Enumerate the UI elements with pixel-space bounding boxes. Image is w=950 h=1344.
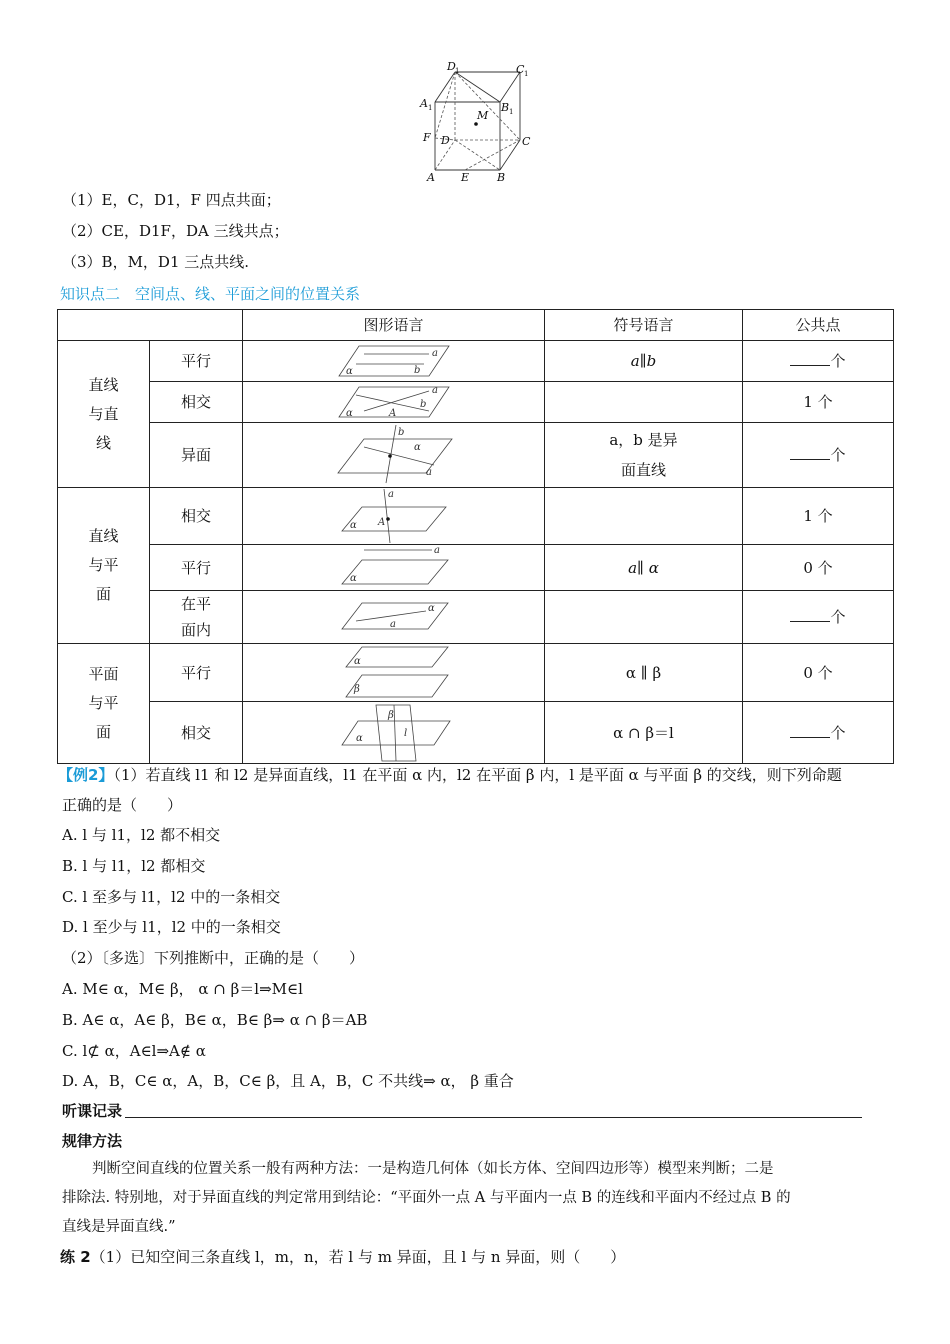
answer-blank <box>790 607 830 622</box>
svg-text:α: α <box>349 520 357 531</box>
example2-stem-line2: 正确的是（ ） <box>62 796 183 814</box>
group-label: 直线与直线 <box>58 341 150 488</box>
figure-cell <box>243 341 545 382</box>
table-row <box>58 488 894 545</box>
skew-lines-figure <box>334 425 454 485</box>
header-points: 公共点 <box>743 310 894 341</box>
practice2: 练 2（1）已知空间三条直线 l，m，n，若 l 与 m 异面，且 l 与 n 异面，则（ ） <box>60 1248 626 1266</box>
method-text-line2: 排除法. 特别地，对于异面直线的判定常用到结论：“平面外一点 A 与平面内一点 B 的连线和平面内不经过点 B 的 <box>62 1190 791 1206</box>
svg-text:a: a <box>389 619 396 630</box>
points-cell: 个 <box>743 341 894 382</box>
cube-figure <box>410 58 540 188</box>
row-name: 平行 <box>150 545 243 591</box>
svg-text:b: b <box>413 365 420 376</box>
symbol-cell: a∥b <box>545 341 743 382</box>
example2-tag: 【例2】 <box>58 766 114 784</box>
q1-option-a: A. l 与 l1，l2 都不相交 <box>62 826 221 844</box>
svg-text:α: α <box>345 408 353 419</box>
svg-text:A: A <box>388 408 396 419</box>
table-header-row <box>58 310 894 341</box>
svg-text:E: E <box>461 171 470 184</box>
q2-option-b: B. A∈ α，A∈ β，B∈ α，B∈ β⇒ α ∩ β＝AB <box>62 1011 368 1029</box>
row-name: 异面 <box>150 423 243 488</box>
method-text-line3: 直线是异面直线.” <box>62 1219 176 1235</box>
svg-text:D: D <box>441 134 450 147</box>
table-row <box>58 702 894 764</box>
points-cell: 0 个 <box>743 644 894 702</box>
svg-text:b: b <box>397 427 404 438</box>
symbol-cell: α ∩ β＝l <box>545 702 743 764</box>
svg-text:1: 1 <box>524 70 529 78</box>
group-label: 平面与平面 <box>58 644 150 764</box>
figure-cell <box>243 488 545 545</box>
parallel-planes-figure <box>334 645 454 701</box>
row-name: 相交 <box>150 382 243 423</box>
svg-text:a: a <box>433 545 440 556</box>
q2-option-d: D. A，B，C∈ α，A，B，C∈ β，且 A，B，C 不共线⇒ α， β 重合 <box>62 1072 514 1090</box>
relation-table <box>57 309 894 764</box>
svg-text:β: β <box>387 709 394 721</box>
method-text-line1: 判断空间直线的位置关系一般有两种方法：一是构造几何体（如长方体、空间四边形等）模型来判断；二是 <box>92 1161 774 1177</box>
svg-text:M: M <box>477 109 489 122</box>
symbol-cell: a∥ α <box>545 545 743 591</box>
svg-text:a: a <box>387 489 394 500</box>
svg-text:β: β <box>353 683 360 695</box>
symbol-cell: α ∥ β <box>545 644 743 702</box>
points-cell: 1 个 <box>743 488 894 545</box>
intro-item-1: （1）E，C，D1，F 四点共面； <box>62 191 281 209</box>
notes-label: 听课记录 <box>62 1102 123 1120</box>
practice2-tag: 练 2 <box>60 1248 91 1266</box>
answer-blank <box>790 445 830 460</box>
svg-text:D: D <box>447 60 456 73</box>
intro-item-2: （2）CE，D1F，DA 三线共点； <box>62 222 289 240</box>
figure-cell <box>243 644 545 702</box>
svg-text:α: α <box>413 442 421 453</box>
svg-text:1: 1 <box>428 104 433 112</box>
svg-text:A: A <box>427 171 435 184</box>
svg-text:α: α <box>345 366 353 377</box>
line-in-plane-figure <box>334 597 454 637</box>
notes-underline <box>125 1117 862 1118</box>
table-row <box>58 591 894 644</box>
q2-option-c: C. l⊄ α，A∈l⇒A∉ α <box>62 1042 206 1060</box>
svg-text:b: b <box>419 399 426 410</box>
answer-blank <box>790 351 830 366</box>
row-name: 在平面内 <box>150 591 243 644</box>
section-title: 知识点二 空间点、线、平面之间的位置关系 <box>60 285 361 303</box>
q2-stem: （2）〔多选〕下列推断中，正确的是（ ） <box>62 949 365 967</box>
point-m <box>474 122 478 126</box>
svg-text:C: C <box>522 135 531 148</box>
q1-option-b: B. l 与 l1，l2 都相交 <box>62 857 206 875</box>
q1-option-c: C. l 至多与 l1，l2 中的一条相交 <box>62 888 281 906</box>
table-row <box>58 423 894 488</box>
figure-cell <box>243 423 545 488</box>
svg-text:α: α <box>355 732 363 744</box>
table-row <box>58 545 894 591</box>
row-name: 平行 <box>150 644 243 702</box>
svg-text:a: a <box>431 348 438 359</box>
points-cell: 0 个 <box>743 545 894 591</box>
svg-text:A: A <box>420 97 428 110</box>
points-cell: 个 <box>743 702 894 764</box>
header-empty <box>58 310 243 341</box>
symbol-cell <box>545 488 743 545</box>
symbol-cell <box>545 382 743 423</box>
svg-text:a: a <box>425 467 432 478</box>
points-cell: 1 个 <box>743 382 894 423</box>
line-intersects-plane-figure <box>334 489 454 543</box>
header-symbol: 符号语言 <box>545 310 743 341</box>
svg-text:A: A <box>377 517 385 528</box>
svg-text:C: C <box>516 63 525 76</box>
figure-cell <box>243 591 545 644</box>
parallel-lines-figure <box>334 342 454 380</box>
table-row <box>58 341 894 382</box>
svg-text:1: 1 <box>509 108 514 116</box>
symbol-cell <box>545 591 743 644</box>
figure-cell <box>243 702 545 764</box>
answer-blank <box>790 723 830 738</box>
svg-text:α: α <box>349 572 357 584</box>
svg-text:B: B <box>501 101 510 114</box>
method-title: 规律方法 <box>62 1132 123 1150</box>
example2-stem-line1: 【例2】（1）若直线 l1 和 l2 是异面直线，l1 在平面 α 内，l2 在平面 β 内，l 是平面 α 与平面 β 的交线，则下列命题 <box>58 766 842 784</box>
svg-text:l: l <box>403 727 407 739</box>
q1-option-d: D. l 至少与 l1，l2 中的一条相交 <box>62 918 281 936</box>
svg-text:α: α <box>427 603 435 614</box>
row-name: 相交 <box>150 488 243 545</box>
intersecting-planes-figure <box>334 703 454 763</box>
intro-item-3: （3）B，M，D1 三点共线. <box>62 253 250 271</box>
svg-text:1: 1 <box>455 67 460 75</box>
svg-text:α: α <box>353 655 361 667</box>
table-row <box>58 382 894 423</box>
q2-option-a: A. M∈ α，M∈ β， α ∩ β＝l⇒M∈l <box>62 980 303 998</box>
figure-cell <box>243 382 545 423</box>
svg-text:F: F <box>423 131 431 144</box>
figure-cell <box>243 545 545 591</box>
header-figure: 图形语言 <box>243 310 545 341</box>
intersecting-lines-figure <box>334 383 454 421</box>
svg-text:B: B <box>497 171 506 184</box>
svg-text:a: a <box>431 385 438 396</box>
group-label: 直线与平面 <box>58 488 150 644</box>
symbol-cell: a，b 是异面直线 <box>545 423 743 488</box>
row-name: 平行 <box>150 341 243 382</box>
line-parallel-plane-figure <box>334 546 454 590</box>
row-name: 相交 <box>150 702 243 764</box>
points-cell: 个 <box>743 423 894 488</box>
table-row <box>58 644 894 702</box>
points-cell: 个 <box>743 591 894 644</box>
